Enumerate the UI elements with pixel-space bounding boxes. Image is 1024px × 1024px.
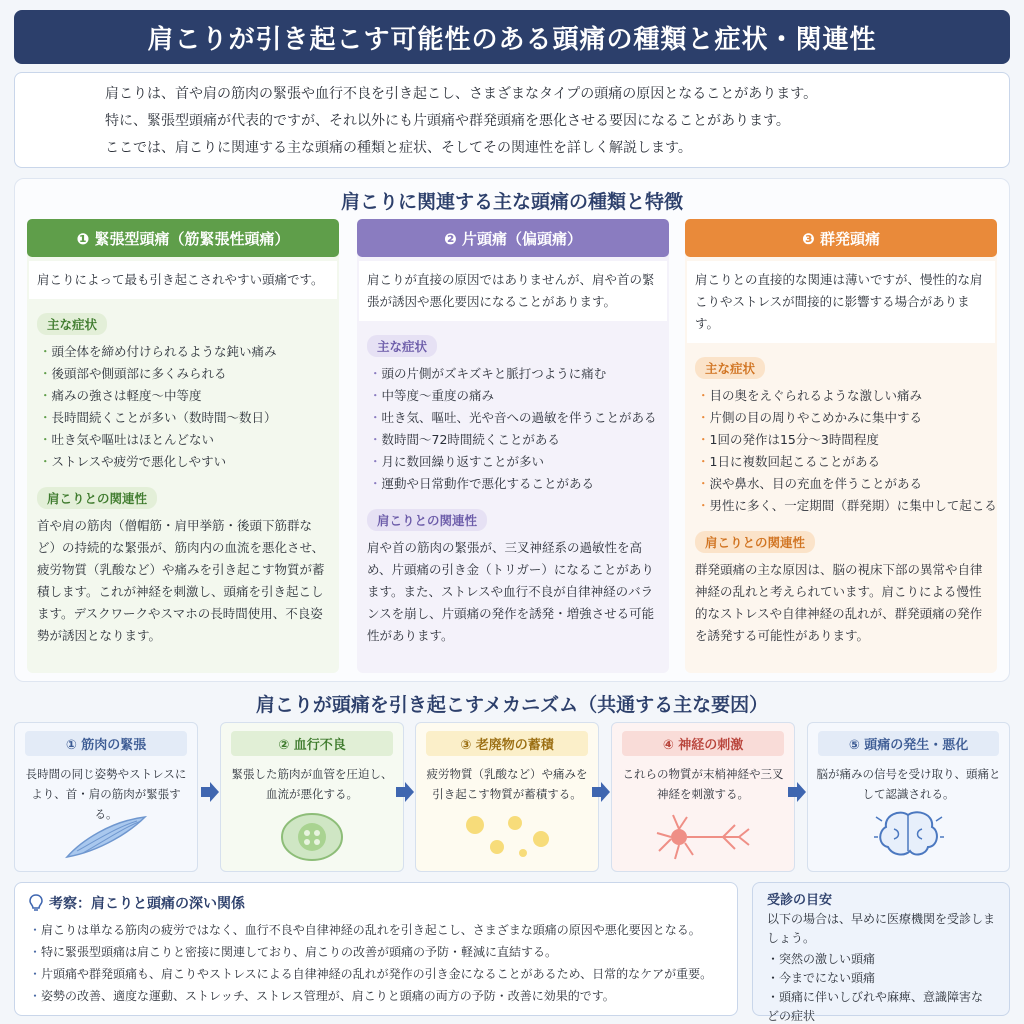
mechanism-step: [415, 722, 599, 872]
headache-types-panel: [14, 178, 1010, 682]
mechanism-step-text: 疲労物質（乳酸など）や痛みを引き起こす物質が蓄積する。: [426, 767, 588, 801]
insight-list: [29, 919, 723, 1007]
intro-box: [14, 72, 1010, 168]
symptom-item: ・ ストレスや疲労で悪化しやすい: [39, 451, 339, 473]
card-header: ❸ 群発頭痛: [685, 219, 997, 257]
symptom-item: ・ 月に数回繰り返すことが多い: [369, 451, 669, 473]
mechanism-section-title: 肩こりが頭痛を引き起こすメカニズム（共通する主な要因）: [255, 694, 769, 716]
symptom-item: ・ 長時間続くことが多い（数時間〜数日）: [39, 407, 339, 429]
mechanism-step-head: ④ 神経の刺激: [622, 731, 784, 756]
mechanism-step: [220, 722, 404, 872]
symptom-list: [357, 363, 669, 495]
symptom-item: ・ 涙や鼻水、目の充血を伴うことがある: [697, 473, 997, 495]
relation-tag: 肩こりとの関連性: [695, 531, 815, 553]
consultation-guide-list: [767, 950, 995, 1024]
lightbulb-icon: [29, 894, 43, 912]
symptom-item: ・ 痛みの強さは軽度〜中等度: [39, 385, 339, 407]
consultation-guide-item: ・ 頭痛に伴いしびれや麻痺、意識障害などの症状: [767, 988, 995, 1024]
symptoms-tag: 主な症状: [367, 335, 437, 357]
tension-headache-card: [27, 219, 339, 673]
relation-tag: 肩こりとの関連性: [37, 487, 157, 509]
title-banner: [14, 10, 1010, 64]
mechanism-step-text: これらの物質が末梢神経や三叉神経を刺激する。: [622, 767, 784, 801]
symptom-item: ・ 目の奥をえぐられるような激しい痛み: [697, 385, 997, 407]
consultation-guide-title: 受診の目安: [767, 893, 833, 908]
card-header: ❷ 片頭痛（偏頭痛）: [357, 219, 669, 257]
symptom-list: [685, 385, 997, 517]
arrow-right-icon: [396, 782, 414, 802]
cluster-headache-card: [685, 219, 997, 673]
intro-line: ここでは、肩こりに関連する主な頭痛の種類と症状、そしてその関連性を詳しく解説します。: [105, 140, 692, 156]
insight-item: ・ 姿勢の改善、適度な運動、ストレッチ、ストレス管理が、肩こりと頭痛の両方の予防・改善に効果的です。: [29, 985, 723, 1007]
arrow-right-icon: [592, 782, 610, 802]
relation-tag: 肩こりとの関連性: [367, 509, 487, 531]
symptom-item: ・ 頭全体を締め付けられるような鈍い痛み: [39, 341, 339, 363]
types-section-title: 肩こりに関連する主な頭痛の種類と特徴: [340, 191, 683, 213]
symptom-item: ・ 片側の目の周りやこめかみに集中する: [697, 407, 997, 429]
consultation-guide-item: ・ 今までにない頭痛: [767, 969, 995, 988]
insight-title: 考察：肩こりと頭痛の深い関係: [49, 896, 245, 912]
card-lead: 肩こりによって最も引き起こされやすい頭痛です。: [29, 261, 337, 299]
consultation-guide-box: [752, 882, 1010, 1023]
relation-text: 首や肩の筋肉（僧帽筋・肩甲挙筋・後頭下筋群など）の持続的な緊張が、筋肉内の血流を悪化させ、疲労物質（乳酸など）や痛みを引き起こす物質が蓄積します。これが神経を刺激し、頭痛を引き起こします。デスクワークやスマホの長時間使用、不良姿勢が誘因となります。: [37, 518, 325, 643]
card-lead: 肩こりとの直接的な関連は薄いですが、慢性的な肩こりやストレスが間接的に影響する場合があります。: [687, 261, 995, 343]
waste-dots-icon: [416, 811, 598, 863]
arrow-right-icon: [788, 782, 806, 802]
insight-box: [14, 882, 738, 1016]
symptom-item: ・ 1日に複数回起こることがある: [697, 451, 997, 473]
insight-item: ・ 肩こりは単なる筋肉の疲労ではなく、血行不良や自律神経の乱れを引き起こし、さまざまな頭痛の原因や悪化要因となる。: [29, 919, 723, 941]
brain-icon: [808, 807, 1009, 863]
mechanism-step-text: 緊張した筋肉が血管を圧迫し、血流が悪化する。: [231, 767, 393, 801]
symptoms-tag: 主な症状: [695, 357, 765, 379]
symptoms-tag: 主な症状: [37, 313, 107, 335]
insight-header: [29, 893, 723, 913]
symptom-item: ・ 運動や日常動作で悪化することがある: [369, 473, 669, 495]
muscle-icon: [15, 811, 197, 863]
blood-vessel-icon: [221, 811, 403, 863]
page-title: 肩こりが引き起こす可能性のある頭痛の種類と症状・関連性: [147, 24, 877, 55]
intro-line: 特に、緊張型頭痛が代表的ですが、それ以外にも片頭痛や群発頭痛を悪化させる要因になることがあります。: [105, 113, 790, 129]
neuron-icon: [612, 811, 794, 863]
symptom-item: ・ 吐き気、嘔吐、光や音への過敏を伴うことがある: [369, 407, 669, 429]
consultation-guide-item: ・ 突然の激しい頭痛: [767, 950, 995, 969]
symptom-item: ・ 1回の発作は15分〜3時間程度: [697, 429, 997, 451]
mechanism-step-text: 長時間の同じ姿勢やストレスにより、首・肩の筋肉が緊張する。: [25, 767, 187, 821]
mechanism-step-head: ② 血行不良: [231, 731, 393, 756]
symptom-item: ・ 男性に多く、一定期間（群発期）に集中して起こる: [697, 495, 997, 517]
mechanism-step-head: ⑤ 頭痛の発生・悪化: [818, 731, 999, 756]
mechanism-step: [807, 722, 1010, 872]
symptom-item: ・ 後頭部や側頭部に多くみられる: [39, 363, 339, 385]
mechanism-step: [14, 722, 198, 872]
card-lead: 肩こりが直接の原因ではありませんが、肩や首の緊張が誘因や悪化要因になることがあります。: [359, 261, 667, 321]
consultation-guide-lead: 以下の場合は、早めに医療機関を受診しましょう。: [767, 912, 996, 945]
card-header: ❶ 緊張型頭痛（筋緊張性頭痛）: [27, 219, 339, 257]
relation-text: 群発頭痛の主な原因は、脳の視床下部の異常や自律神経の乱れと考えられています。肩こりによる慢性的なストレスや自律神経の乱れが、群発頭痛の発作を誘発する可能性があります。: [695, 562, 983, 643]
intro-line: 肩こりは、首や肩の筋肉の緊張や血行不良を引き起こし、さまざまなタイプの頭痛の原因となることがあります。: [105, 86, 818, 102]
insight-item: ・ 特に緊張型頭痛は肩こりと密接に関連しており、肩こりの改善が頭痛の予防・軽減に直結する。: [29, 941, 723, 963]
symptom-item: ・ 数時間〜72時間続くことがある: [369, 429, 669, 451]
symptom-item: ・ 中等度〜重度の痛み: [369, 385, 669, 407]
mechanism-step-head: ① 筋肉の緊張: [25, 731, 187, 756]
insight-item: ・ 片頭痛や群発頭痛も、肩こりやストレスによる自律神経の乱れが発作の引き金になることがあるため、日常的なケアが重要。: [29, 963, 723, 985]
symptom-item: ・ 頭の片側がズキズキと脈打つように痛む: [369, 363, 669, 385]
symptom-list: [27, 341, 339, 473]
migraine-card: [357, 219, 669, 673]
mechanism-step-text: 脳が痛みの信号を受け取り、頭痛として認識される。: [816, 767, 1001, 801]
arrow-right-icon: [201, 782, 219, 802]
relation-text: 肩や首の筋肉の緊張が、三叉神経系の過敏性を高め、片頭痛の引き金（トリガー）になることがあります。また、ストレスや血行不良が自律神経のバランスを崩し、片頭痛の発作を誘発・増強させる可能性があります。: [367, 540, 655, 643]
mechanism-step-head: ③ 老廃物の蓄積: [426, 731, 588, 756]
symptom-item: ・ 吐き気や嘔吐はほとんどない: [39, 429, 339, 451]
mechanism-step: [611, 722, 795, 872]
